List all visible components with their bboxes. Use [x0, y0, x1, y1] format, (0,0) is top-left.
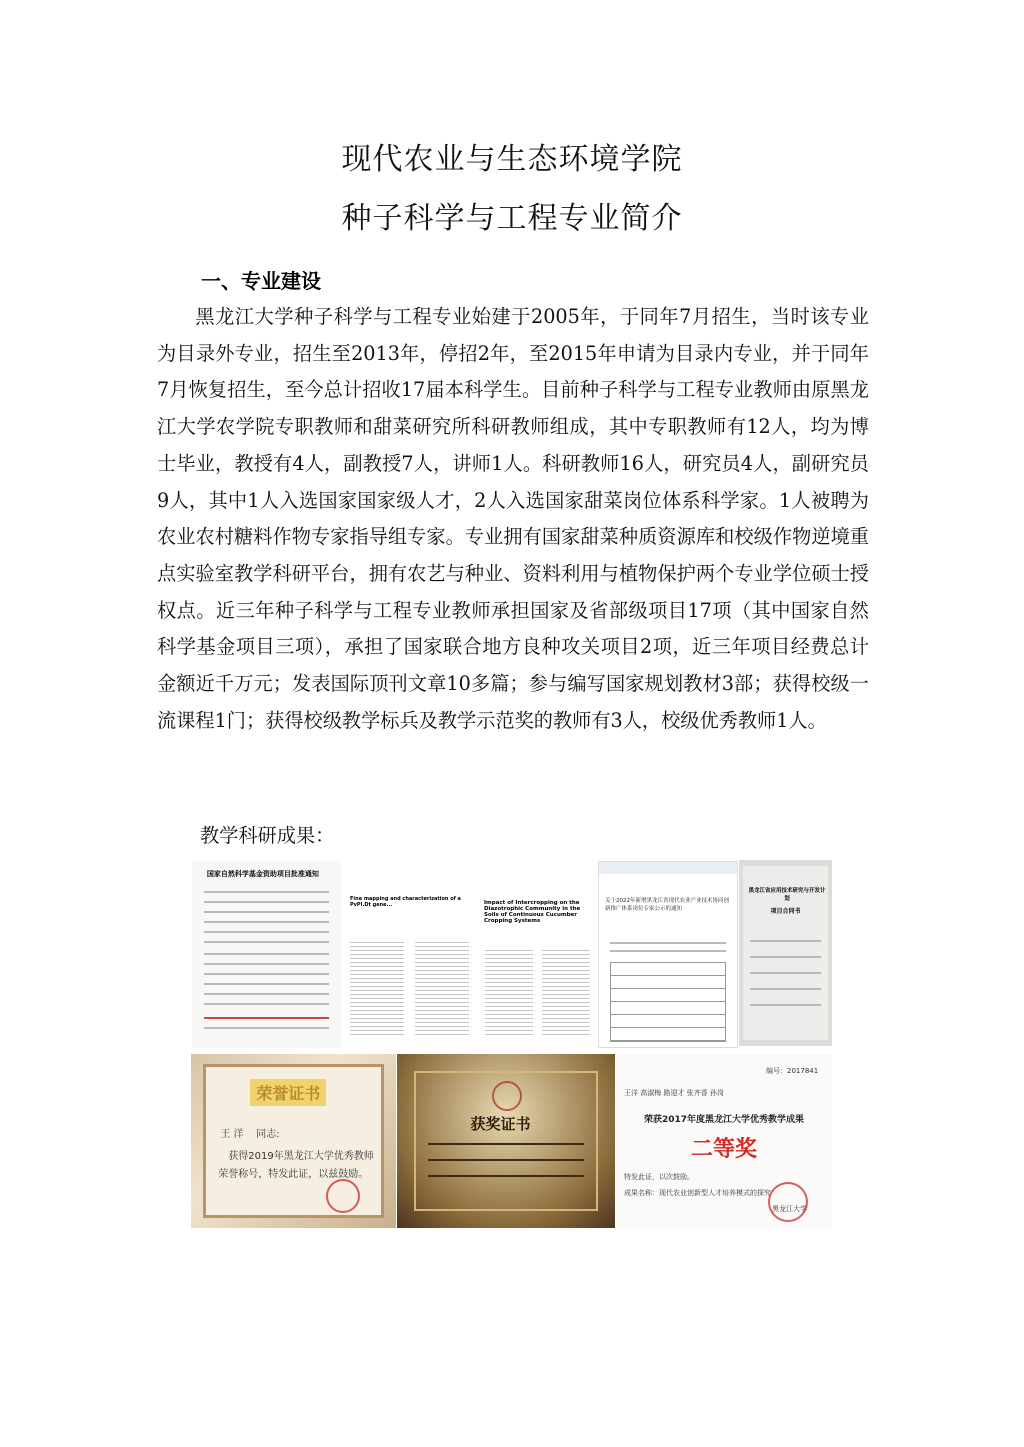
project-contract-photo [739, 860, 832, 1046]
notice-title: 关于2022年新增黑龙江省现代农业产业技术协同创新推广体系岗位专家公示的通知 [605, 898, 729, 912]
honor-certificate-photo [191, 1054, 396, 1228]
cert1-salute: 同志: [256, 1129, 280, 1141]
cert3-number: 编号：2017841 [766, 1067, 819, 1075]
emblem-icon [492, 1081, 522, 1111]
program-title: 种子科学与工程专业简介 [341, 201, 683, 236]
award-certificate-photo [397, 1054, 615, 1228]
cert1-line2: 荣誉称号，特发此证，以兹鼓励。 [218, 1169, 369, 1181]
paper2-title: Impact of Intercropping on the Diazotrophic Community in the Soils of Continuous Cucumber Cropping Systems [484, 900, 581, 924]
paper1-title: Fine mapping and characterization of a PvPI.Dt gene... [350, 896, 461, 908]
journal-paper-2-photo [478, 866, 597, 1046]
red-seal-icon [326, 1179, 360, 1213]
cert3-names: 王洋 高淑梅 路迎才 张齐香 孙岗 [624, 1089, 724, 1097]
teaching-achievement-certificate-photo [616, 1054, 832, 1228]
cert1-header: 荣誉证书 [250, 1079, 326, 1106]
results-caption: 教学科研成果： [200, 824, 335, 847]
expert-notice-photo [598, 861, 738, 1048]
section-paragraph: 黑龙江大学种子科学与工程专业始建于2005年，于同年7月招生，当时该专业为目录外专业，招生至2013年，停招2年，至2015年申请为目录内专业，并于同年7月恢复招生，至今总计招收17届本科学生。目前种子科学与工程专业教师由原黑龙江大学农学院专职教师和甜菜研究所科研教师组成，其中专职教师有12人，均为博士毕业，教授有4人，副教授7人，讲师1人。科研教师16人，研究员4人，副研究员9人，其中1人入选国家国家级人才，2人入选国家甜菜岗位体系科学家。1人被聘为农业农村糖料作物专家指导组专家。专业拥有国家甜菜种质资源库和校级作物逆境重点实验室教学科研平台，拥有农艺与种业、资料利用与植物保护两个专业学位硕士授权点。近三年种子科学与工程专业教师承担国家及省部级项目17项（其中国家自然科学基金项目三项），承担了国家联合地方良种攻关项目2项，近三年项目经费总计金额近千万元；发表国际顶刊文章10多篇；参与编写国家规划教材3部；获得校级一流课程1门；获得校级教学标兵及教学示范奖的教师有3人，校级优秀教师1人。 [157, 305, 869, 732]
nsfc-approval-notice-photo [192, 861, 341, 1048]
cert2-header: 获奖证书 [470, 1115, 531, 1134]
cert3-note: 特发此证，以次鼓励。 [624, 1173, 694, 1181]
contract-title: 黑龙江省应用技术研究与开发计划 [748, 888, 826, 902]
cert3-prize: 二等奖 [690, 1137, 757, 1162]
cert1-line1: 获得2019年黑龙江大学优秀教师 [228, 1151, 374, 1163]
school-title: 现代农业与生态环境学院 [341, 142, 683, 177]
cert3-issuer: 黑龙江大学 [772, 1205, 807, 1213]
cert1-name: 王 洋 [220, 1129, 244, 1141]
cert3-title: 荣获2017年度黑龙江大学优秀教学成果 [643, 1115, 805, 1125]
journal-paper-1-photo [342, 874, 477, 1046]
section-heading: 一、专业建设 [201, 269, 321, 293]
school-seal-icon [768, 1182, 808, 1222]
nsfc-notice-title: 国家自然科学基金资助项目批准通知 [206, 870, 319, 878]
contract-subtitle: 项目合同书 [770, 908, 801, 915]
cert3-result: 成果名称：现代农业创新型人才培养模式的探究 [624, 1189, 771, 1197]
